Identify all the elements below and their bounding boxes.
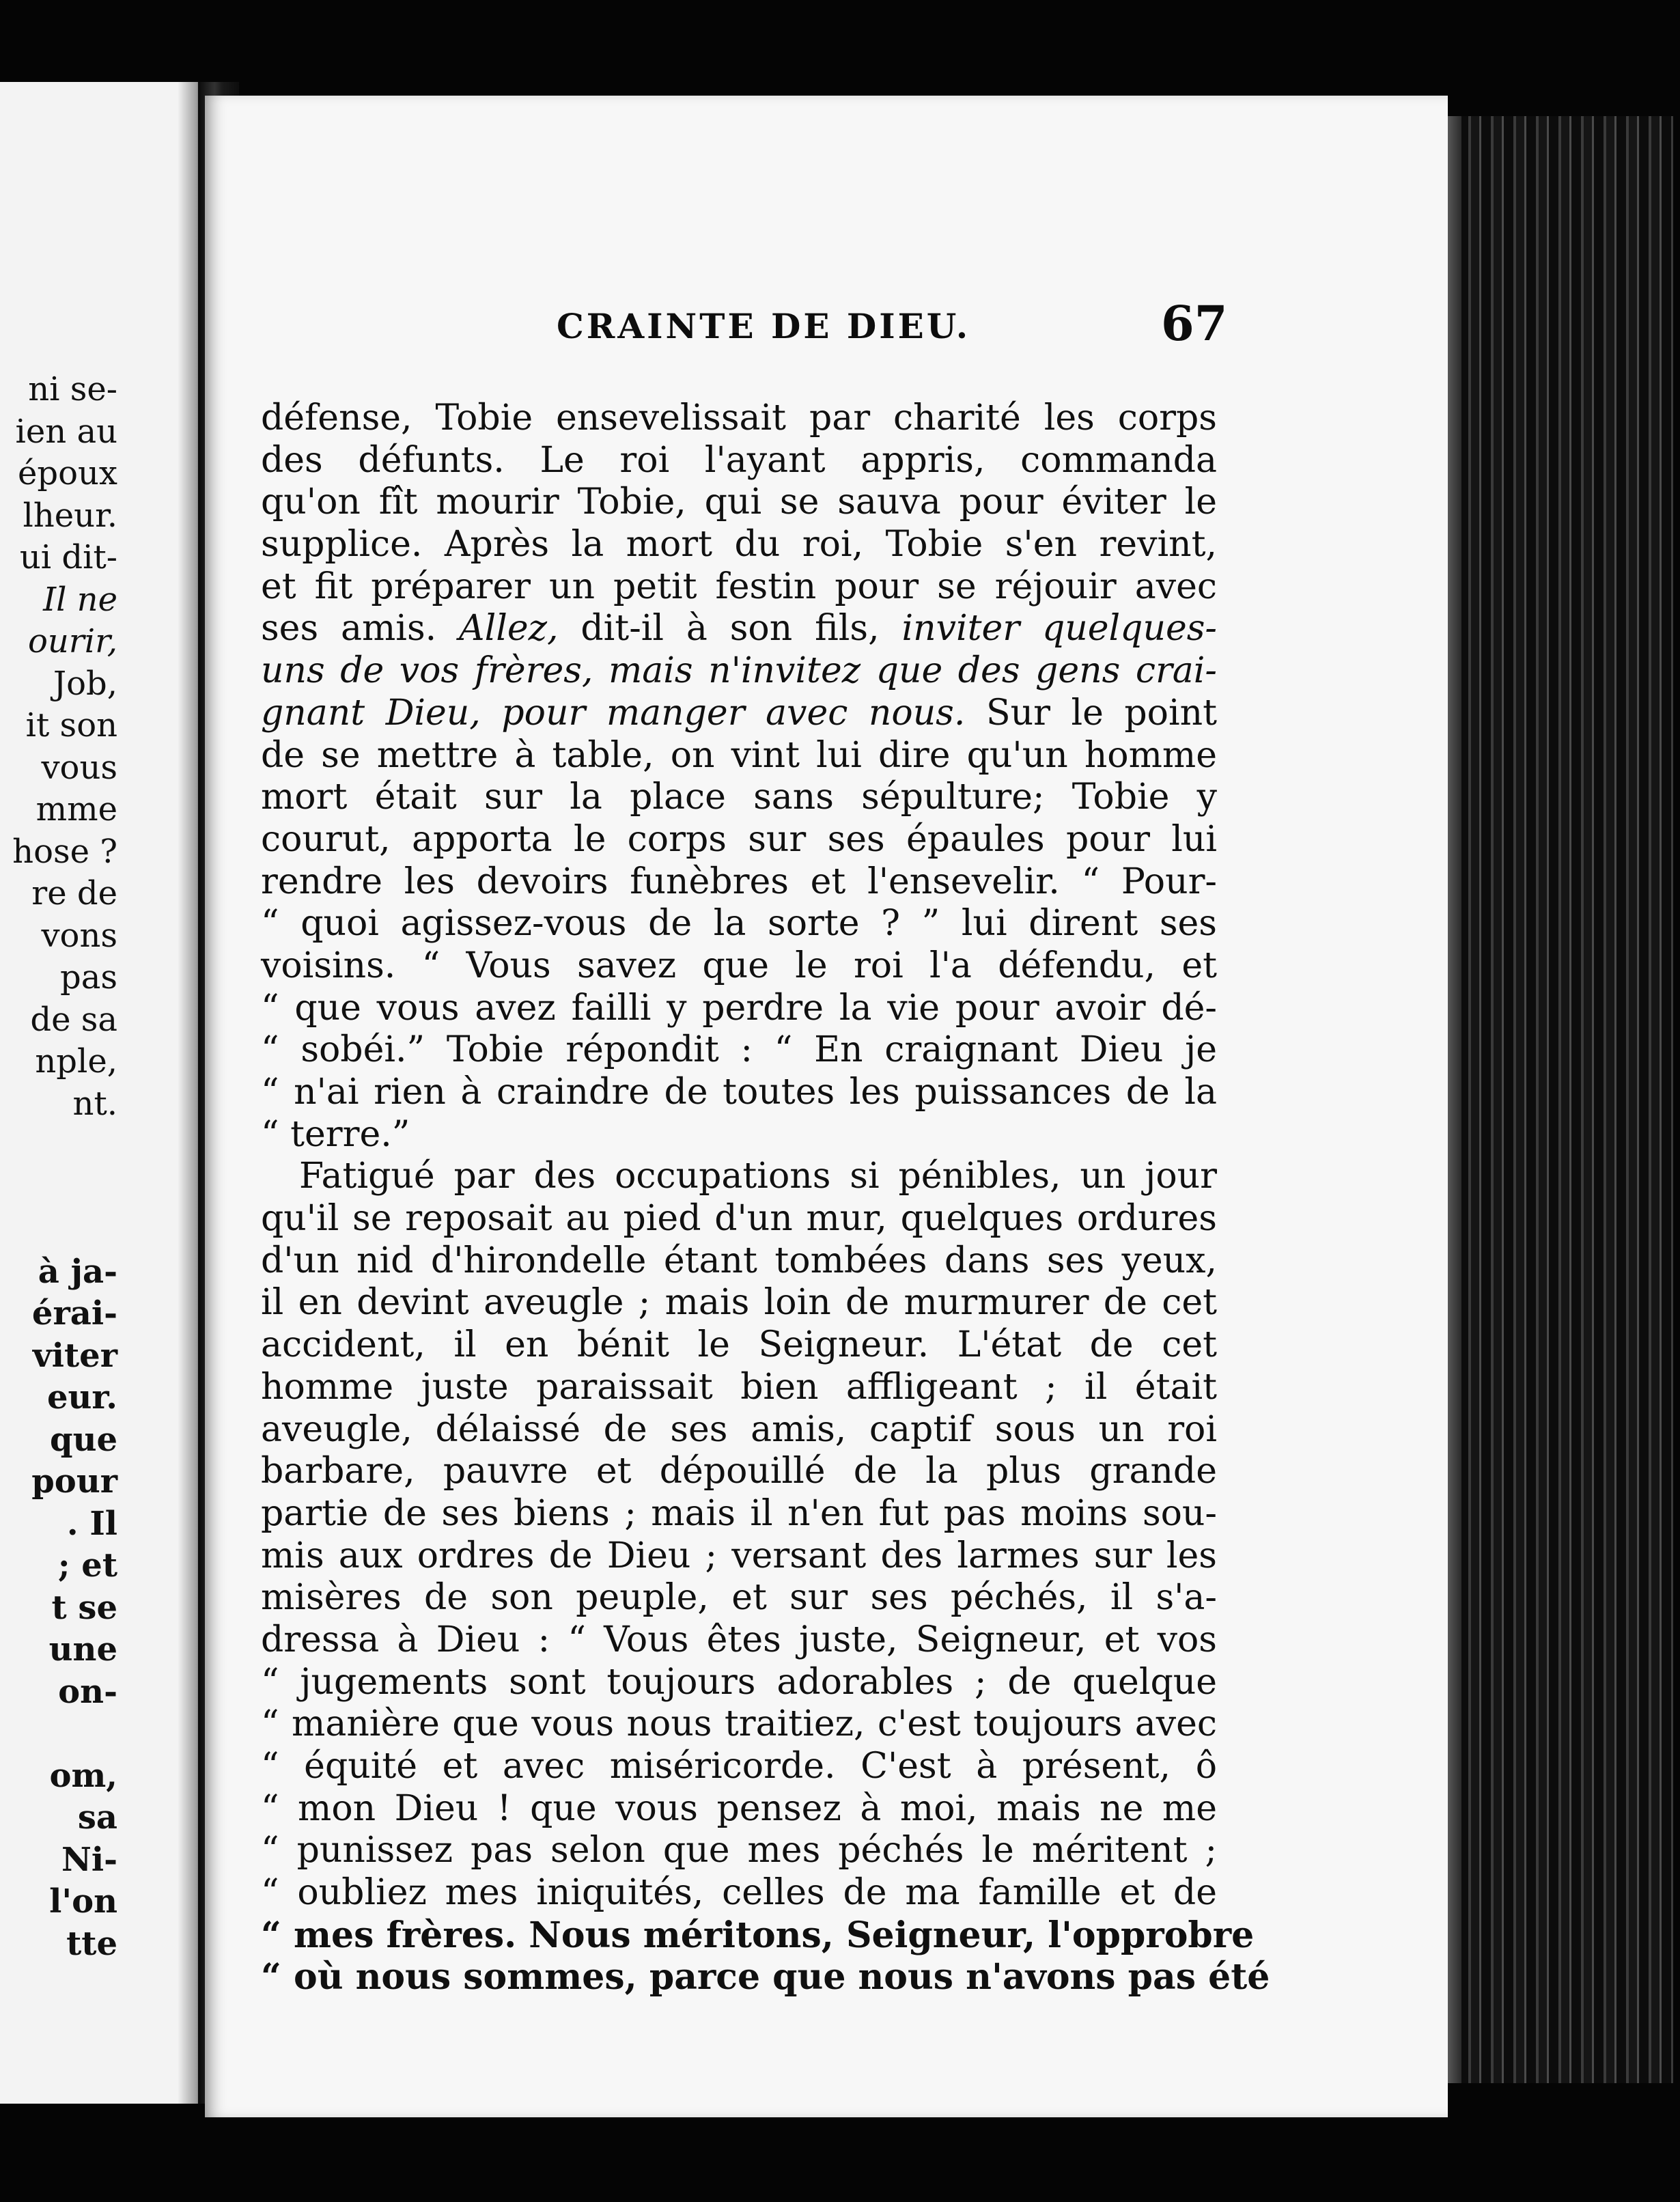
text-line: “ sobéi.” Tobie répondit : “ En craignant Dieu je — [261, 1029, 1217, 1071]
left-line — [0, 1167, 117, 1210]
text-line: “ jugements sont toujours adorables ; de quelque — [261, 1661, 1217, 1703]
left-line: t se — [51, 1588, 117, 1627]
text-line: “ oubliez mes iniquités, celles de ma famille et de — [261, 1872, 1217, 1914]
left-line: vous — [41, 748, 117, 787]
left-line: Ni- — [61, 1840, 117, 1879]
left-line: pas — [60, 958, 117, 997]
page-number: 67 — [1161, 295, 1228, 352]
text-line: mis aux ordres de Dieu ; versant des larmes sur les — [261, 1535, 1217, 1576]
left-line: om, — [49, 1756, 117, 1795]
text-line: courut, apporta le corps sur ses épaules pour lui — [261, 818, 1217, 860]
left-line: viter — [32, 1336, 117, 1375]
text-line: il en devint aveugle ; mais loin de murmurer de cet — [261, 1282, 1217, 1324]
text-line: dressa à Dieu : “ Vous êtes juste, Seigneur, et vos — [261, 1619, 1217, 1660]
left-line: une — [48, 1630, 117, 1669]
text-line-mixed — [261, 693, 1217, 735]
left-line: à ja- — [38, 1252, 117, 1291]
text-line: barbare, pauvre et dépouillé de la plus grande — [261, 1451, 1217, 1492]
text-line: accident, il en bénit le Seigneur. L'état de cet — [261, 1324, 1217, 1366]
body-text — [261, 398, 1270, 1998]
italic-segment: gnant Dieu, pour manger avec nous. — [261, 692, 966, 734]
left-line: mme — [36, 790, 117, 828]
text-line: “ équité et avec miséricorde. C'est à présent, ô — [261, 1746, 1217, 1787]
left-line: vons — [41, 916, 117, 955]
text-line: misères de son peuple, et sur ses péchés, il s'a- — [261, 1577, 1217, 1619]
left-line: Il ne — [43, 580, 117, 619]
italic-segment: inviter quelques- — [901, 608, 1217, 650]
text-line: “ manière que vous nous traitiez, c'est toujours avec — [261, 1703, 1217, 1745]
text-line: d'un nid d'hirondelle étant tombées dans ses yeux, — [261, 1240, 1217, 1281]
text-line: aveugle, délaissé de ses amis, captif sous un roi — [261, 1408, 1217, 1450]
left-line: que — [50, 1420, 117, 1459]
text-segment: ses amis. — [261, 608, 437, 650]
text-line: qu'il se reposait au pied d'un mur, quelques ordures — [261, 1198, 1217, 1240]
left-line: ni se- — [28, 370, 117, 408]
text-line: et fit préparer un petit festin pour se réjouir avec — [261, 566, 1217, 607]
left-line — [0, 1125, 117, 1167]
left-line: it son — [25, 706, 117, 744]
text-line: de se mettre à table, on vint lui dire qu'un homme — [261, 734, 1217, 776]
text-line: Fatigué par des occupations si pénibles, un jour — [299, 1156, 1217, 1197]
left-line: tte — [66, 1924, 117, 1963]
italic-segment: Allez, — [459, 608, 559, 650]
text-line: “ mon Dieu ! que vous pensez à moi, mais ne me — [261, 1787, 1217, 1829]
left-line: ; et — [57, 1546, 117, 1585]
text-line: “ terre.” — [261, 1113, 410, 1155]
text-line: “ où nous sommes, parce que nous n'avons pas été — [261, 1956, 1270, 1998]
left-line: eur. — [46, 1378, 117, 1417]
left-line: l'on — [49, 1882, 117, 1921]
left-page-text — [0, 369, 117, 1965]
left-line: ourir, — [27, 622, 117, 660]
text-line: défense, Tobie ensevelissait par charité les corps — [261, 398, 1217, 438]
left-line: de sa — [30, 1000, 117, 1039]
left-facing-page — [0, 82, 205, 2104]
left-line: . Il — [66, 1504, 117, 1543]
left-line — [0, 1209, 117, 1251]
text-line: “ quoi agissez-vous de la sorte ? ” lui dirent ses — [261, 903, 1217, 945]
text-line: “ mes frères. Nous méritons, Seigneur, l'opprobre — [261, 1914, 1255, 1956]
text-line: partie de ses biens ; mais il n'en fut pas moins sou- — [261, 1492, 1217, 1534]
left-line — [0, 1713, 117, 1755]
left-line: nple, — [35, 1042, 117, 1081]
text-line: des défunts. Le roi l'ayant appris, commanda — [261, 439, 1217, 481]
left-line: on- — [58, 1672, 117, 1711]
text-line: mort était sur la place sans sépulture; Tobie y — [261, 777, 1217, 818]
book-fore-edge — [1414, 116, 1673, 2083]
text-line: voisins. “ Vous savez que le roi l'a défendu, et — [261, 945, 1217, 986]
text-line: qu'on fît mourir Tobie, qui se sauva pour éviter le — [261, 482, 1217, 523]
text-line: homme juste paraissait bien affligeant ; il était — [261, 1366, 1217, 1408]
left-line: nt. — [72, 1084, 117, 1123]
text-line: “ punissez pas selon que mes péchés le méritent ; — [261, 1830, 1217, 1871]
left-line: ui dit- — [19, 538, 117, 576]
left-line: pour — [31, 1462, 117, 1501]
running-head: CRAINTE DE DIEU. — [557, 306, 971, 346]
left-line: sa — [77, 1798, 117, 1837]
text-segment: dit-il à son fils, — [580, 608, 880, 650]
left-line: hose ? — [12, 832, 117, 871]
left-line: re de — [31, 874, 117, 912]
left-line: ien au — [15, 412, 117, 451]
text-line: supplice. Après la mort du roi, Tobie s'en revint, — [261, 524, 1217, 566]
text-line-italic — [261, 650, 1217, 693]
text-line-mixed — [261, 608, 1217, 650]
left-line: époux — [17, 454, 117, 492]
italic-segment: uns de vos frères, mais n'invitez que des gens crai- — [261, 650, 1217, 692]
text-line: rendre les devoirs funèbres et l'ensevelir. “ Pour- — [261, 861, 1217, 902]
text-segment: Sur le point — [985, 692, 1218, 734]
left-line: Job, — [53, 664, 117, 703]
text-line: “ n'ai rien à craindre de toutes les puissances de la — [261, 1072, 1217, 1113]
text-line: “ que vous avez failli y perdre la vie pour avoir dé- — [261, 987, 1217, 1029]
left-line: érai- — [31, 1294, 117, 1333]
left-line: lheur. — [23, 496, 117, 535]
